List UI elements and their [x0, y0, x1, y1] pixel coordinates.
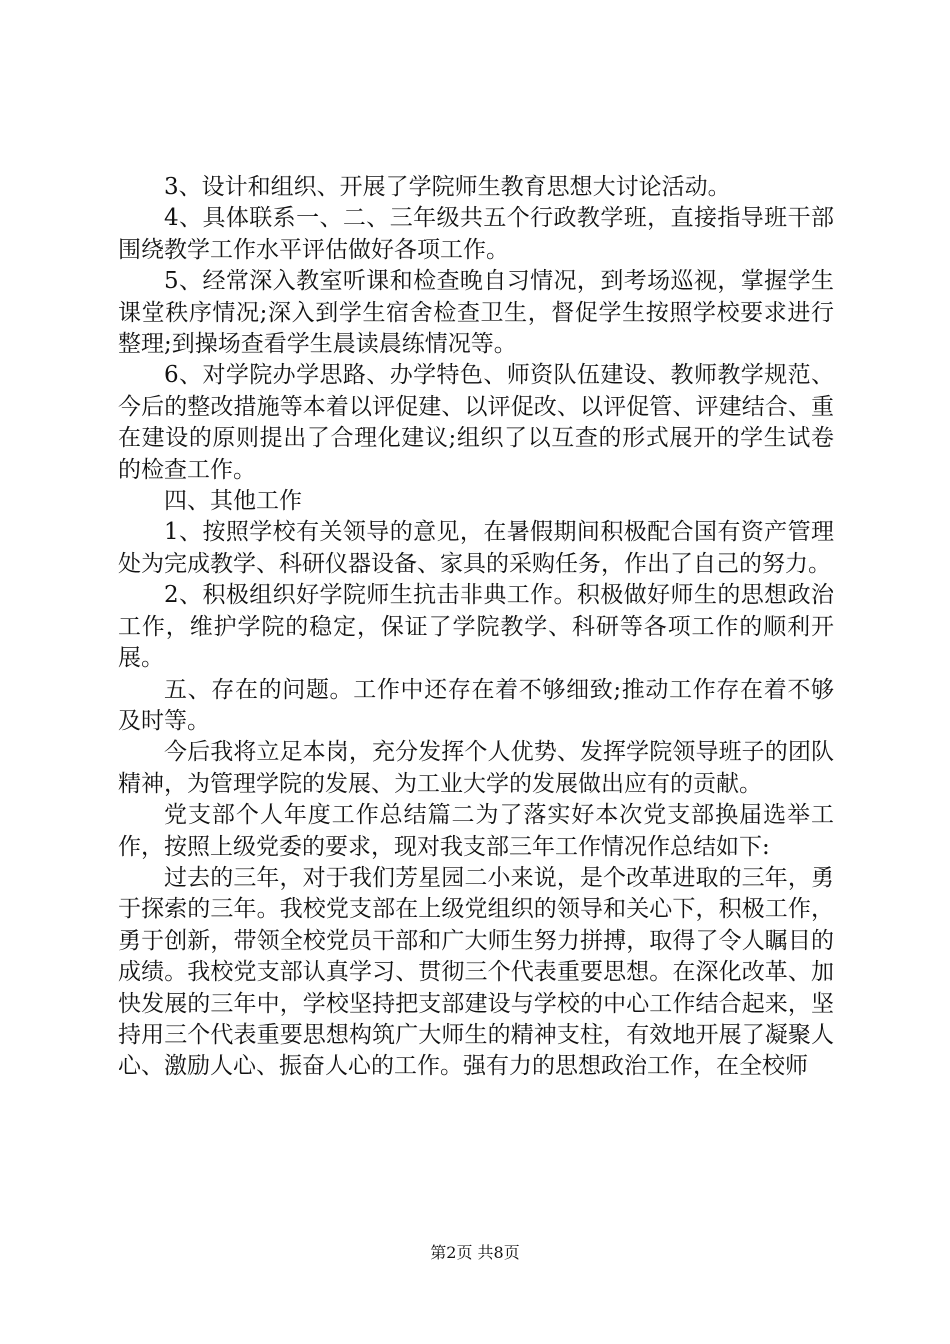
paragraph-past-three-years: 过去的三年，对于我们芳星园二小来说，是个改革进取的三年，勇于探索的三年。我校党支部在上级党组织的领导和关心下，积极工作，勇于创新，带领全校党员干部和广大师生努力拼搏，取得了令人瞩目的成绩。我校党支部认真学习、贯彻三个代表重要思想。在深化改革、加快发展的三年中，学校坚持把支部建设与学校的中心工作结合起来，坚持用三个代表重要思想构筑广大师生的精神支柱，有效地开展了凝聚人心、激励人心、振奋人心的工作。强有力的思想政治工作，在全校师: [118, 864, 834, 1080]
paragraph-other-1: 1、按照学校有关领导的意见，在暑假期间积极配合国有资产管理处为完成教学、科研仪器设备、家具的采购任务，作出了自己的努力。: [118, 519, 834, 577]
section-heading-problems: 五、存在的问题。工作中还存在着不够细致;推动工作存在着不够及时等。: [118, 676, 834, 734]
paragraph-item-6: 6、对学院办学思路、办学特色、师资队伍建设、教师教学规范、今后的整改措施等本着以评促建、以评促改、以评促管、评建结合、重在建设的原则提出了合理化建议;组织了以互查的形式展开的学生试卷的检查工作。: [118, 362, 834, 483]
section-heading-other-work: 四、其他工作: [164, 488, 302, 515]
paragraph-article-two-intro: 党支部个人年度工作总结篇二为了落实好本次党支部换届选举工作，按照上级党委的要求，现对我支部三年工作情况作总结如下:: [118, 802, 834, 860]
paragraph-item-5: 5、经常深入教室听课和检查晚自习情况，到考场巡视，掌握学生课堂秩序情况;深入到学生宿舍检查卫生，督促学生按照学校要求进行整理;到操场查看学生晨读晨练情况等。: [118, 268, 834, 358]
page-footer: 第2页 共8页: [430, 1243, 520, 1262]
paragraph-future: 今后我将立足本岗，充分发挥个人优势、发挥学院领导班子的团队精神，为管理学院的发展、为工业大学的发展做出应有的贡献。: [118, 739, 834, 797]
paragraph-other-2: 2、积极组织好学院师生抗击非典工作。积极做好师生的思想政治工作，维护学院的稳定，保证了学院教学、科研等各项工作的顺利开展。: [118, 582, 834, 672]
paragraph-item-3: 3、设计和组织、开展了学院师生教育思想大讨论活动。: [164, 174, 731, 200]
document-body: [118, 172, 834, 1083]
paragraph-item-4: 4、具体联系一、二、三年级共五个行政教学班，直接指导班干部围绕教学工作水平评估做好各项工作。: [118, 205, 834, 263]
